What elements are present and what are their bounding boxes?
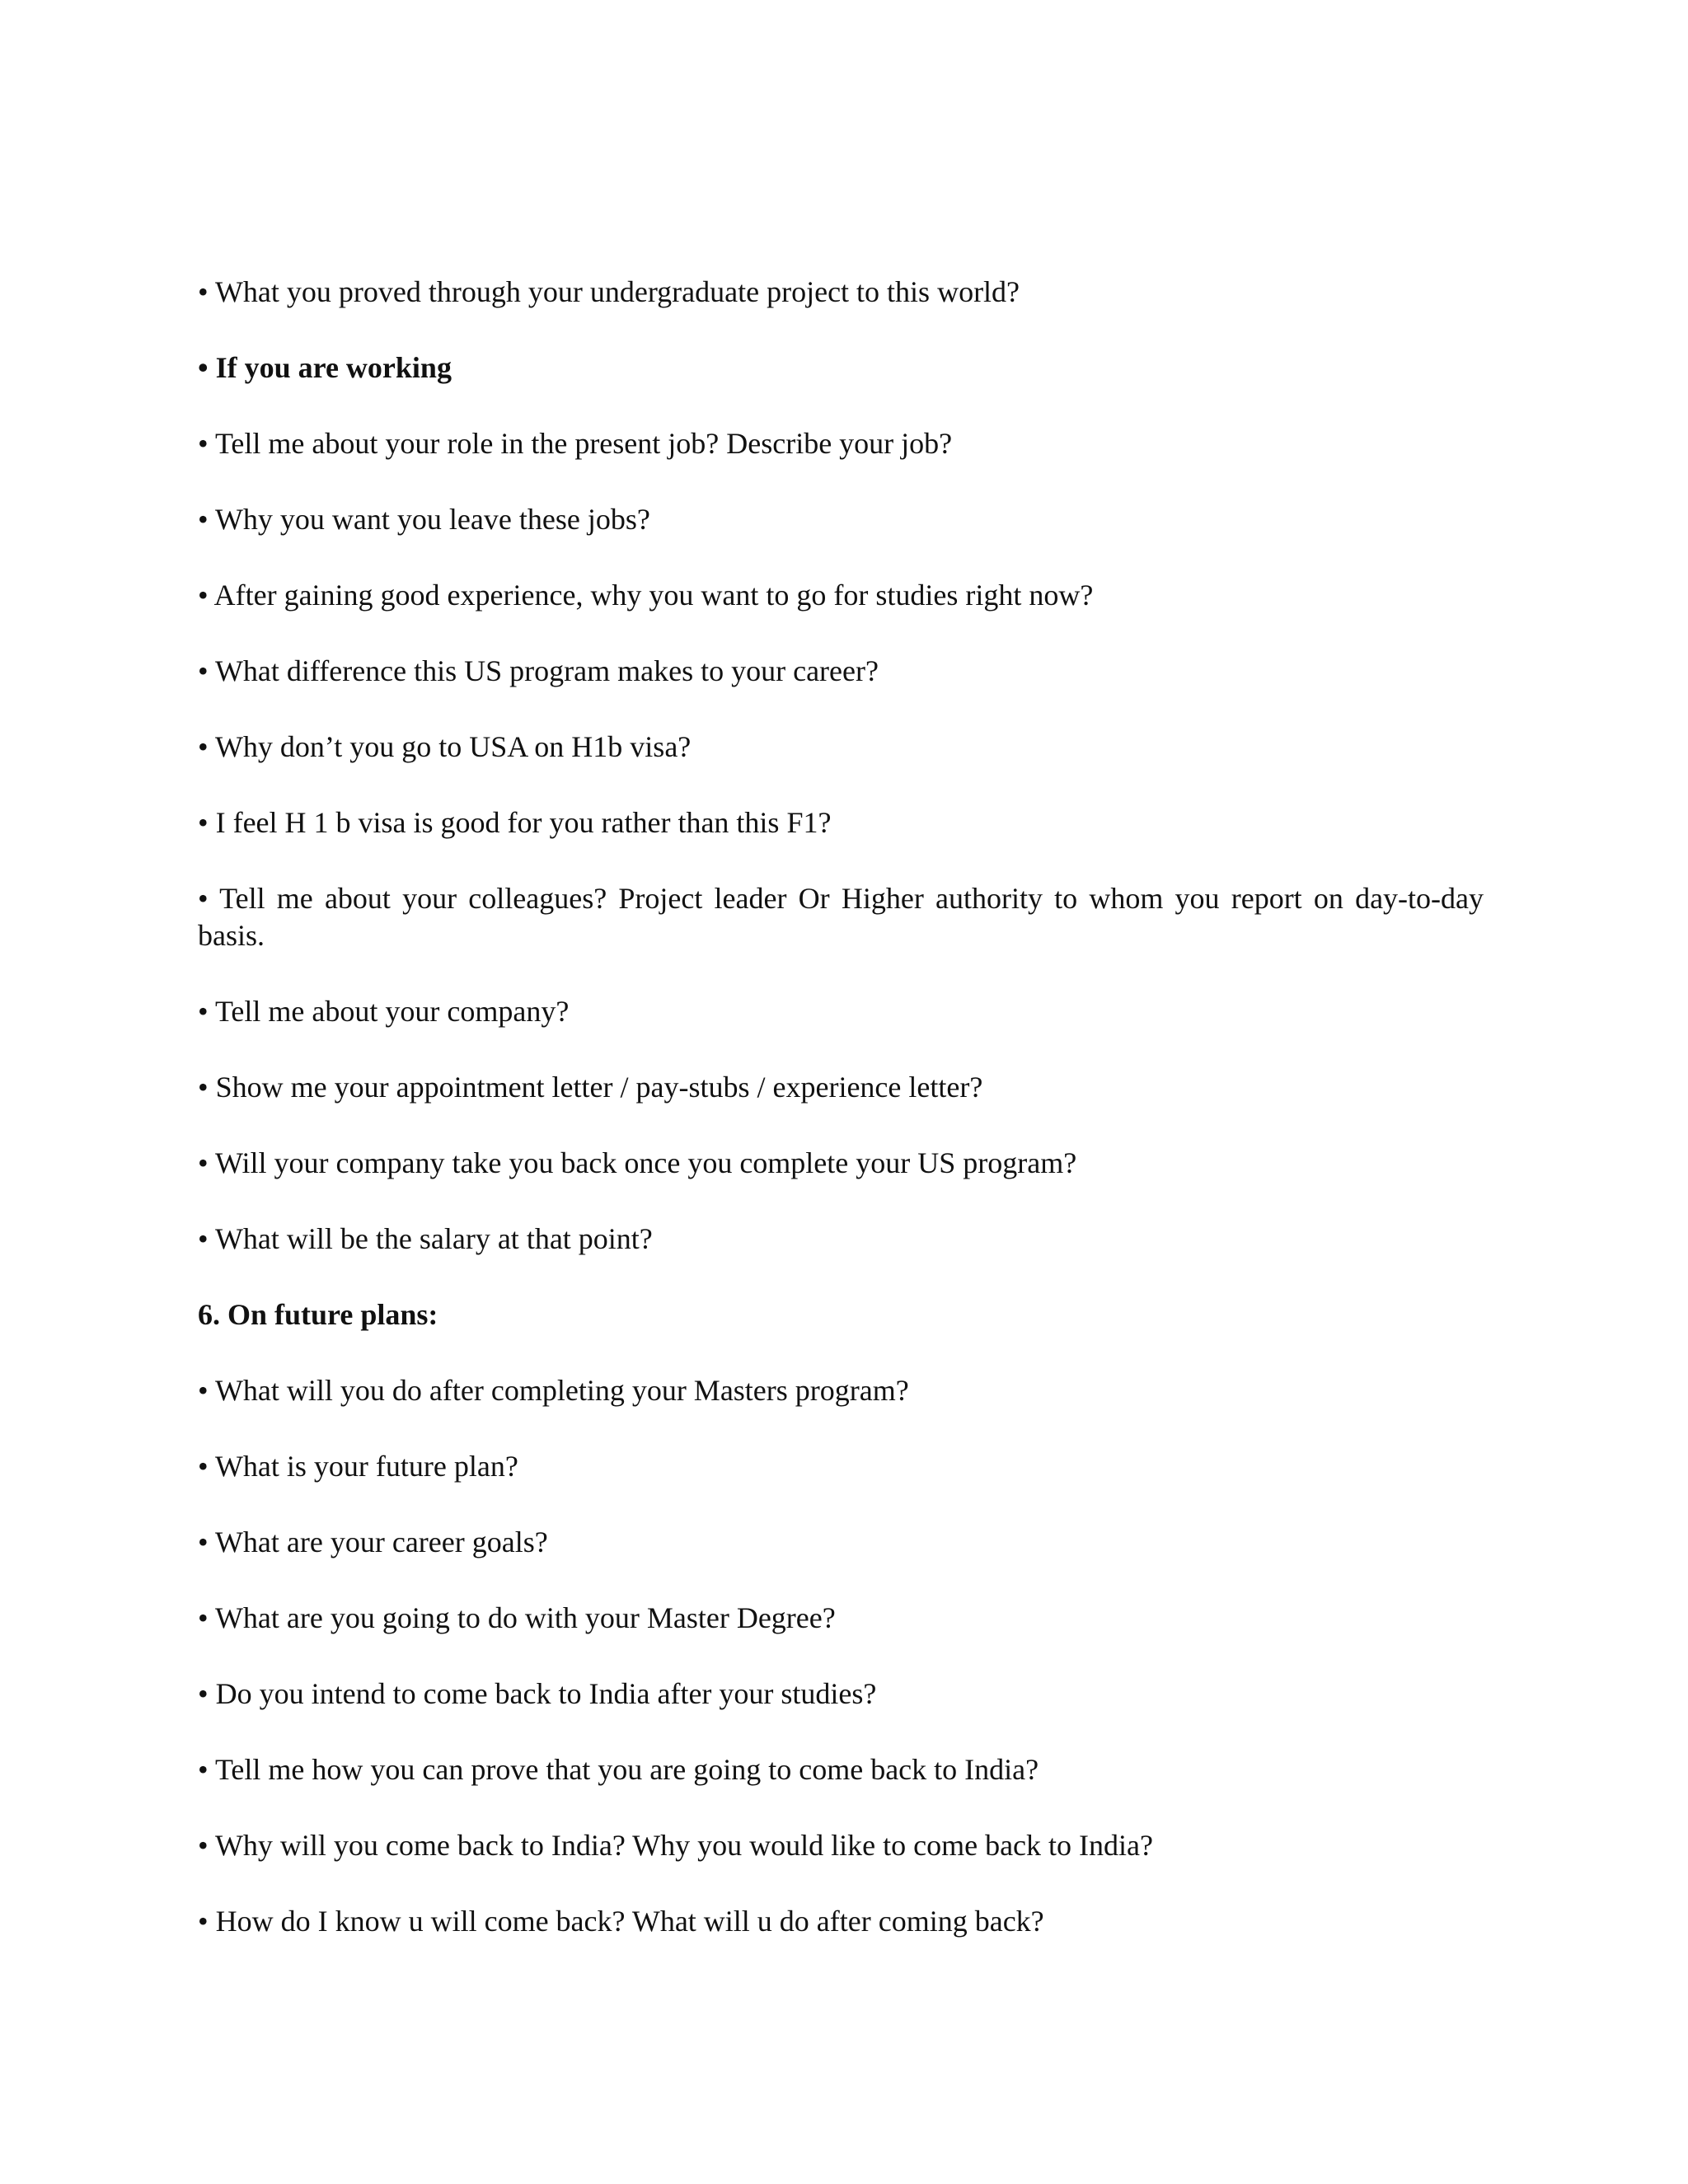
question-prove-return: • Tell me how you can prove that you are going to come back to India? <box>198 1753 1039 1786</box>
document-body <box>198 274 1484 1979</box>
section-heading-future-plans: 6. On future plans: <box>198 1298 438 1331</box>
question-h1b-visa: • Why don’t you go to USA on H1b visa? <box>198 730 692 763</box>
question-colleagues: • Tell me about your colleagues? Project leader Or Higher authority to whom you report on day-to-day basis. <box>198 882 1484 952</box>
question-leave-jobs: • Why you want you leave these jobs? <box>198 503 650 536</box>
question-master-degree-use: • What are you going to do with your Master Degree? <box>198 1601 836 1634</box>
section-heading-working: • If you are working <box>198 351 452 384</box>
question-after-masters: • What will you do after completing your Masters program? <box>198 1374 909 1407</box>
question-h1b-vs-f1: • I feel H 1 b visa is good for you rather than this F1? <box>198 806 832 839</box>
question-future-plan: • What is your future plan? <box>198 1450 518 1483</box>
question-return-india: • Do you intend to come back to India after your studies? <box>198 1677 877 1710</box>
question-appointment-letter: • Show me your appointment letter / pay-stubs / experience letter? <box>198 1071 983 1104</box>
question-studies-now: • After gaining good experience, why you want to go for studies right now? <box>198 579 1094 612</box>
question-company: • Tell me about your company? <box>198 995 570 1028</box>
question-why-return: • Why will you come back to India? Why you would like to come back to India? <box>198 1829 1153 1862</box>
question-role-present-job: • Tell me about your role in the present job? Describe your job? <box>198 427 953 460</box>
question-company-take-back: • Will your company take you back once you complete your US program? <box>198 1146 1077 1179</box>
question-how-know-return: • How do I know u will come back? What will u do after coming back? <box>198 1905 1044 1938</box>
question-salary: • What will be the salary at that point? <box>198 1222 653 1255</box>
question-career-goals: • What are your career goals? <box>198 1526 548 1558</box>
question-program-difference: • What difference this US program makes to your career? <box>198 654 879 687</box>
question-undergraduate-project: • What you proved through your undergraduate project to this world? <box>198 275 1020 308</box>
